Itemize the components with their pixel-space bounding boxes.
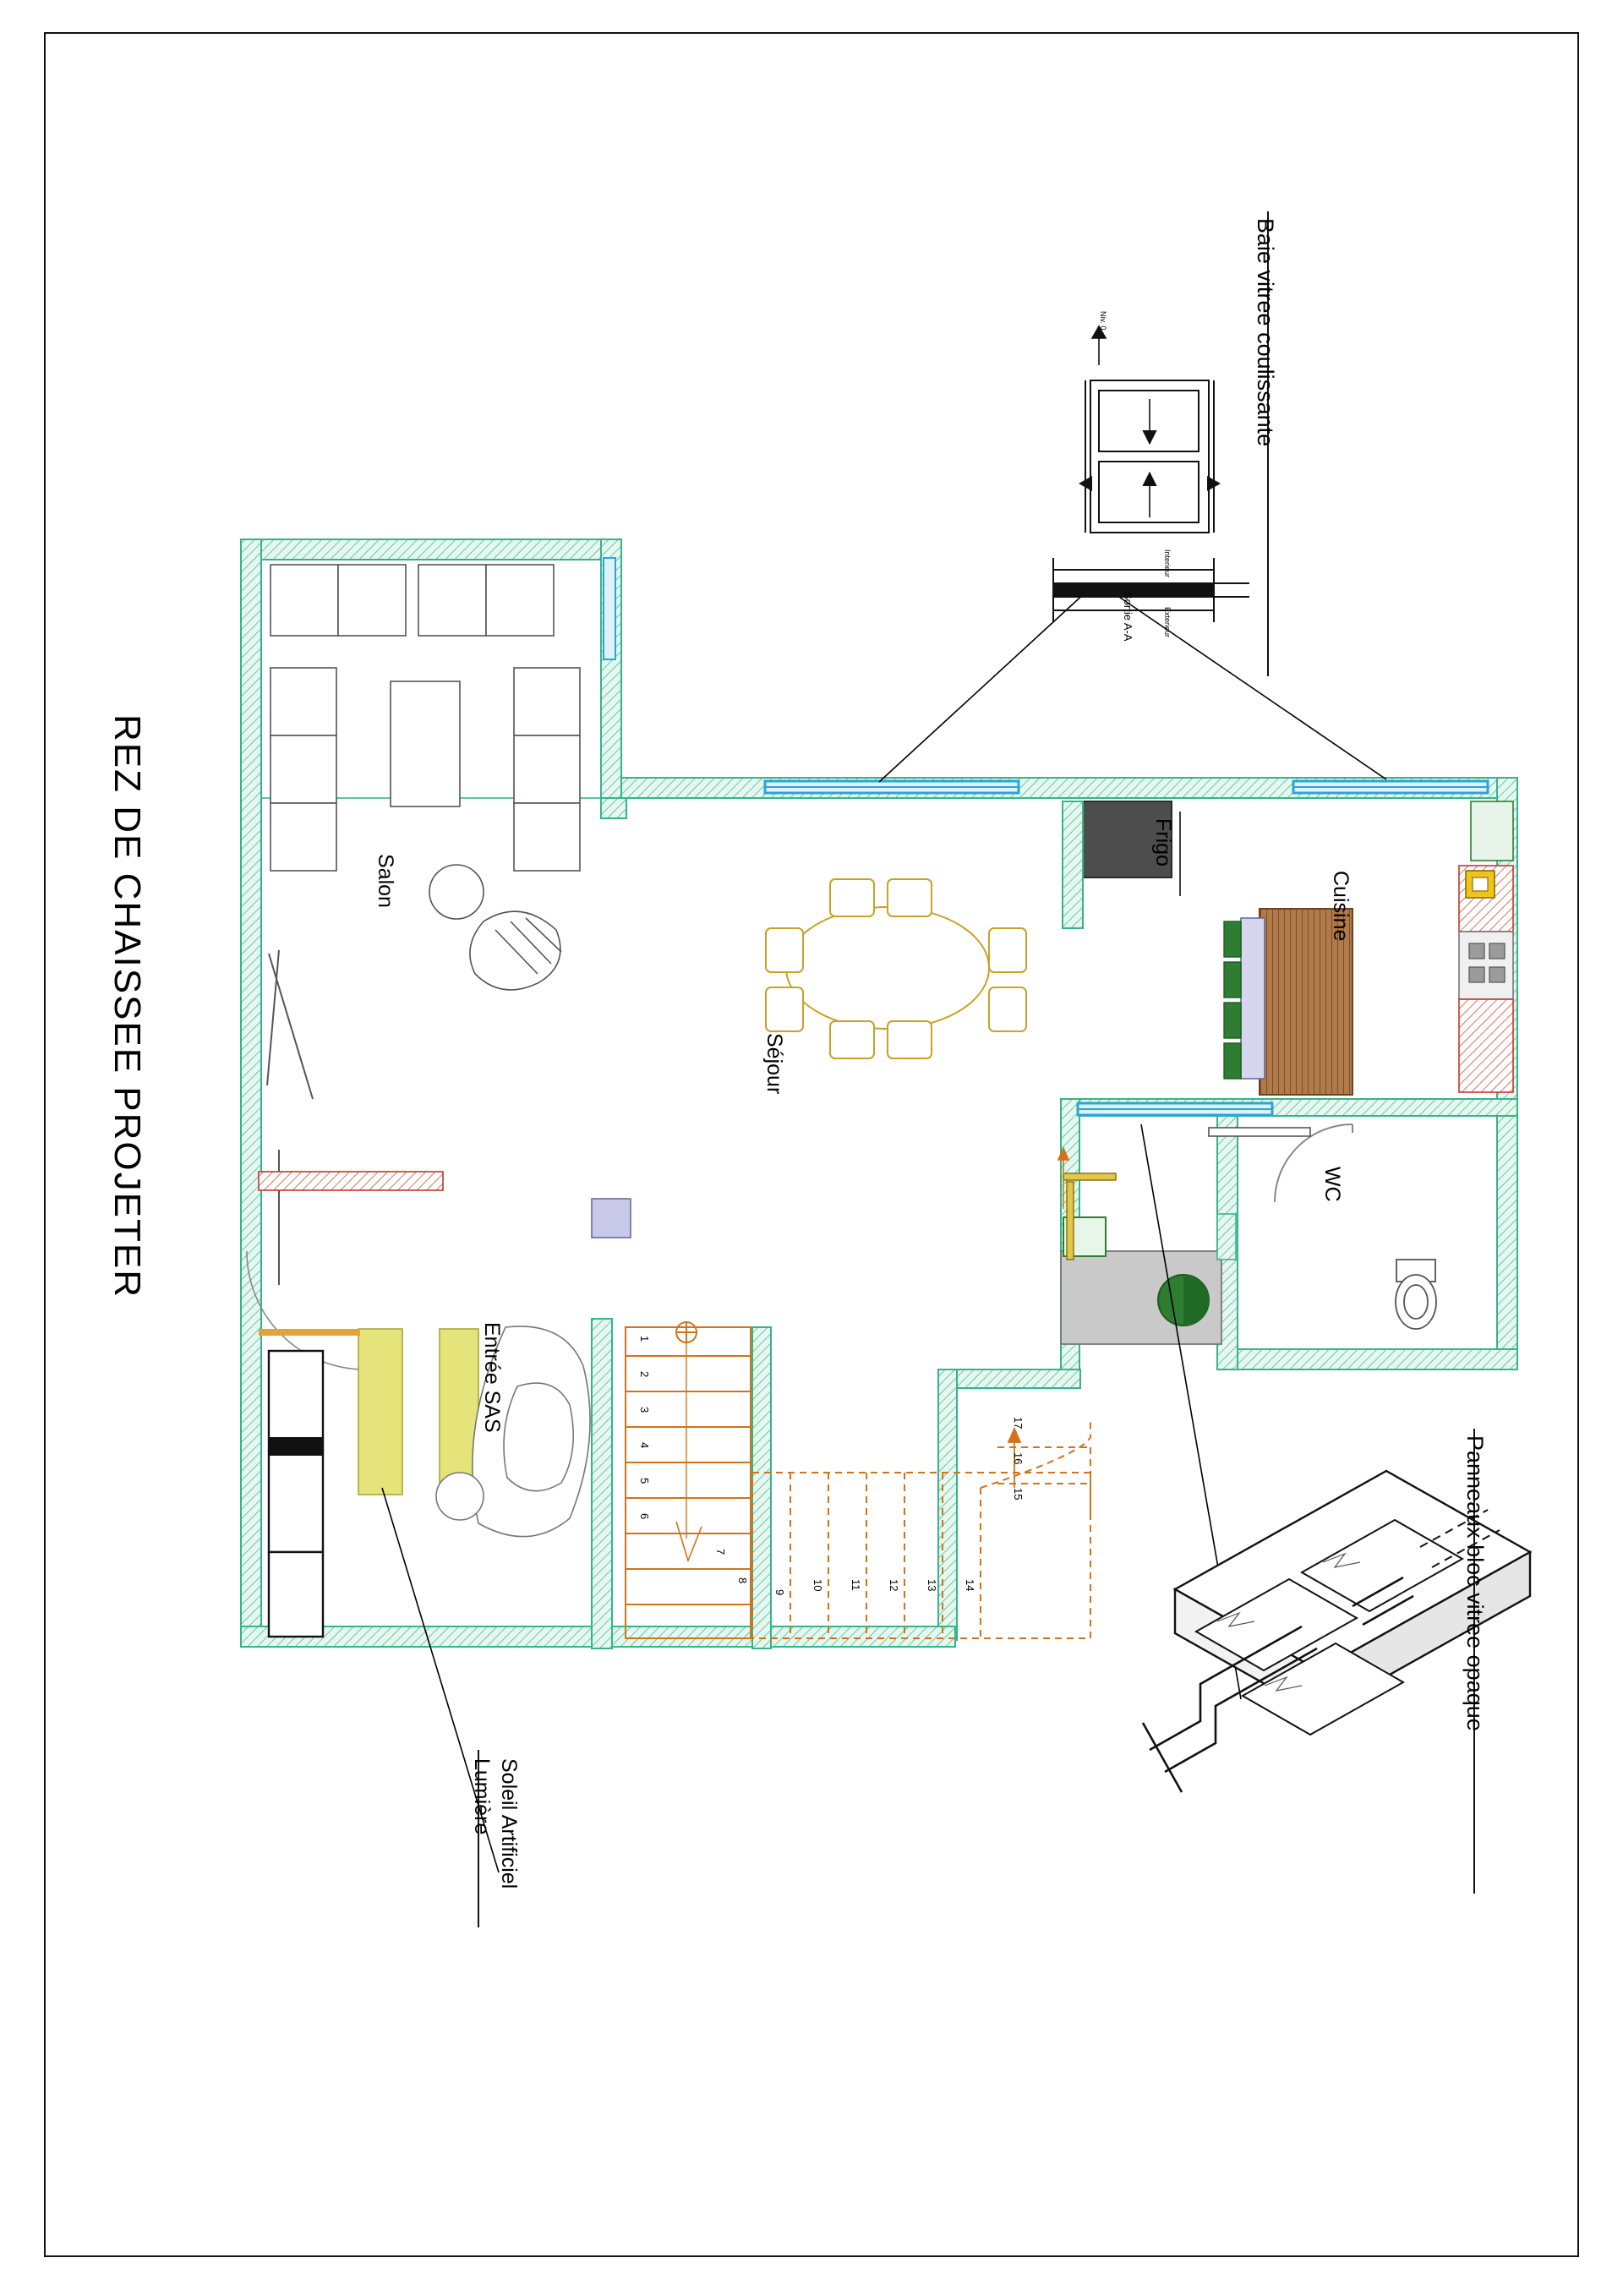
stair-step-number: 11 (850, 1579, 862, 1591)
callout-title-lumiere-line1: Lumière (470, 1758, 494, 1835)
detail-label-sortie: Sortie A-A (1122, 592, 1134, 642)
stair-step-number: 3 (638, 1407, 651, 1413)
stair-step-number: 2 (638, 1371, 651, 1378)
stair-step-number: 5 (638, 1478, 651, 1484)
room-label-sejour: Séjour (762, 1033, 786, 1095)
callout-title-panneaux: Panneaux bloc vitree opaque (1462, 1435, 1488, 1731)
stair-step-number: 4 (638, 1442, 651, 1449)
stair-step-number: 10 (812, 1579, 824, 1592)
detail-label-niveau: Niv. 0 (1099, 311, 1107, 331)
detail-label-interieur: Interieur (1163, 549, 1172, 578)
stair-step-number: 16 (1012, 1452, 1025, 1465)
stair-step-number: 14 (964, 1579, 976, 1592)
stair-step-number: 7 (714, 1549, 727, 1555)
room-label-entree-sas: Entrée SAS (480, 1322, 504, 1433)
page-title: REZ DE CHAISSEE PROJETER (107, 714, 148, 1299)
stair-step-number: 15 (1012, 1488, 1025, 1501)
room-label-frigo: Frigo (1151, 818, 1175, 866)
stair-step-number: 17 (1012, 1417, 1025, 1430)
room-label-salon: Salon (374, 854, 397, 908)
stair-step-number: 1 (638, 1336, 651, 1342)
callout-title-lumiere-line2: Soleil Artificiel (497, 1758, 521, 1889)
stair-step-number: 6 (638, 1513, 651, 1520)
room-label-wc: WC (1320, 1167, 1344, 1202)
detail-label-exterieur: Exterieur (1163, 607, 1172, 638)
stair-step-number: 12 (888, 1579, 900, 1592)
callout-title-baie-vitree: Baie vitree coulissante (1253, 218, 1278, 447)
room-label-cuisine: Cuisine (1329, 871, 1352, 942)
stair-step-number: 8 (736, 1577, 749, 1584)
stair-step-number: 9 (773, 1589, 786, 1596)
stair-step-number: 13 (926, 1579, 938, 1592)
